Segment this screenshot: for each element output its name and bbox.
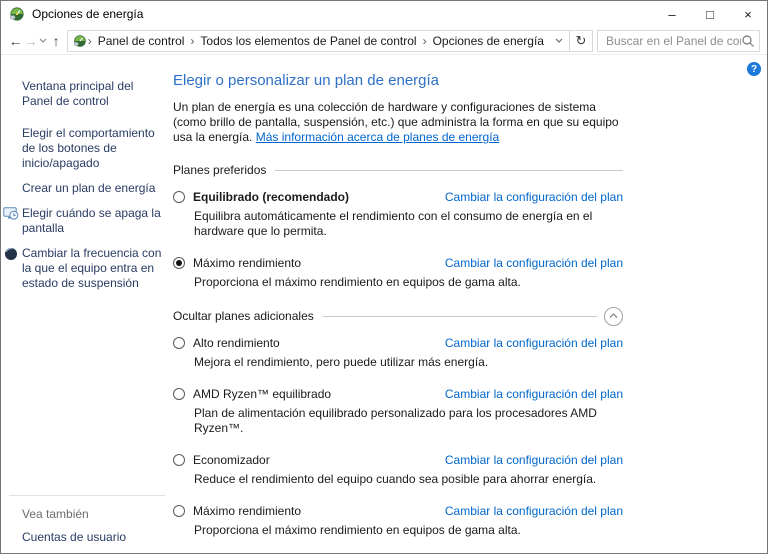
forward-button[interactable]: → xyxy=(23,32,38,49)
power-options-app-icon xyxy=(9,6,25,22)
back-button[interactable]: ← xyxy=(8,32,23,49)
sidebar-item-label: Cambiar la frecuencia con la que el equipo entra en estado de suspensión xyxy=(22,246,162,290)
sidebar-item-create-power-plan[interactable]: Crear un plan de energía xyxy=(22,181,156,195)
breadcrumb-item-control-panel[interactable]: Panel de control xyxy=(97,33,185,48)
minimize-button[interactable]: – xyxy=(668,6,676,22)
task-sidebar xyxy=(1,55,173,554)
close-button[interactable]: × xyxy=(744,6,752,22)
help-icon[interactable]: ? xyxy=(747,62,761,76)
sleep-sphere-icon xyxy=(3,246,19,262)
chevron-up-icon xyxy=(609,313,618,319)
breadcrumb-separator: › xyxy=(422,33,427,48)
plan-name[interactable]: Equilibrado (recomendado) xyxy=(193,190,350,204)
collapse-additional-plans-button[interactable] xyxy=(604,307,623,326)
breadcrumb-separator: › xyxy=(190,33,195,48)
search-input[interactable] xyxy=(606,34,741,48)
see-also-section xyxy=(9,495,165,544)
title-bar xyxy=(1,1,767,27)
change-plan-settings-link[interactable]: Cambiar la configuración del plan xyxy=(444,387,623,401)
refresh-icon[interactable]: ↻ xyxy=(569,31,592,51)
address-bar-app-icon xyxy=(73,34,87,48)
plan-item-economizador xyxy=(173,452,623,487)
plan-name[interactable]: AMD Ryzen™ equilibrado xyxy=(193,387,332,401)
up-button[interactable]: ↑ xyxy=(52,32,60,49)
change-plan-settings-link[interactable]: Cambiar la configuración del plan xyxy=(444,504,623,518)
breadcrumb-item-power-options[interactable]: Opciones de energía xyxy=(432,33,544,48)
intro-text: Un plan de energía es una colección de hardware y configuraciones de sistema (como brillo de pantalla, suspensión, etc.) que administra la forma en que su equipo usa la energía. xyxy=(173,100,619,144)
address-dropdown-icon[interactable] xyxy=(549,38,569,43)
plan-item-equilibrado xyxy=(173,189,623,239)
address-bar[interactable] xyxy=(67,30,593,52)
change-plan-settings-link[interactable]: Cambiar la configuración del plan xyxy=(444,190,623,204)
see-also-header: Vea también xyxy=(22,507,89,521)
maximize-button[interactable]: □ xyxy=(706,6,714,22)
plan-name[interactable]: Alto rendimiento xyxy=(193,336,280,350)
section-header-additional-plans xyxy=(173,306,623,326)
plan-description: Reduce el rendimiento del equipo cuando sea posible para ahorrar energía. xyxy=(194,472,597,486)
plan-item-alto-rendimiento xyxy=(173,335,623,370)
plan-name[interactable]: Economizador xyxy=(193,453,270,467)
search-box[interactable] xyxy=(597,30,760,52)
recent-pages-dropdown-icon[interactable] xyxy=(38,38,48,43)
sidebar-link-user-accounts[interactable]: Cuentas de usuario xyxy=(22,530,127,544)
breadcrumb-item-all-items[interactable]: Todos los elementos de Panel de control xyxy=(200,33,417,48)
plan-description: Mejora el rendimiento, pero puede utilizar más energía. xyxy=(194,355,489,369)
window-title: Opciones de energía xyxy=(32,7,144,21)
search-icon[interactable] xyxy=(741,34,755,48)
breadcrumb-separator: › xyxy=(87,33,92,48)
page-title: Elegir o personalizar un plan de energía xyxy=(173,72,440,89)
sidebar-item-choose-display-off[interactable] xyxy=(22,206,165,236)
plan-description: Proporciona el máximo rendimiento en equipos de gama alta. xyxy=(194,523,521,537)
plan-description: Equilibra automáticamente el rendimiento con el consumo de energía en el hardware que lo permita. xyxy=(194,209,593,238)
change-plan-settings-link[interactable]: Cambiar la configuración del plan xyxy=(444,453,623,467)
plan-description: Plan de alimentación equilibrado personalizado para los procesadores AMD Ryzen™. xyxy=(194,406,597,435)
radio-equilibrado[interactable] xyxy=(173,191,185,203)
content-area xyxy=(1,55,767,554)
plan-item-maximo-rendimiento xyxy=(173,255,623,290)
main-panel xyxy=(173,55,623,554)
radio-maximo-rendimiento-selected[interactable] xyxy=(173,257,185,269)
plan-item-amd-ryzen xyxy=(173,386,623,436)
sidebar-item-control-panel-home[interactable]: Ventana principal del Panel de control xyxy=(22,79,134,108)
learn-more-link[interactable]: Más información acerca de planes de energía xyxy=(255,130,500,144)
plan-item-maximo-rendimiento-2 xyxy=(173,503,623,538)
radio-amd-ryzen[interactable] xyxy=(173,388,185,400)
section-label: Planes preferidos xyxy=(173,163,267,177)
radio-alto-rendimiento[interactable] xyxy=(173,337,185,349)
radio-economizador[interactable] xyxy=(173,454,185,466)
plan-description: Proporciona el máximo rendimiento en equipos de gama alta. xyxy=(194,275,521,289)
sidebar-item-change-sleep-time[interactable] xyxy=(22,246,165,291)
section-divider xyxy=(275,170,623,171)
plan-name[interactable]: Máximo rendimiento xyxy=(193,256,302,270)
radio-maximo-rendimiento-2[interactable] xyxy=(173,505,185,517)
sidebar-item-label: Elegir cuándo se apaga la pantalla xyxy=(22,206,161,235)
navigation-toolbar xyxy=(1,27,767,55)
section-header-preferred-plans xyxy=(173,160,623,180)
section-label: Ocultar planes adicionales xyxy=(173,309,314,323)
change-plan-settings-link[interactable]: Cambiar la configuración del plan xyxy=(444,256,623,270)
section-divider xyxy=(323,316,597,317)
change-plan-settings-link[interactable]: Cambiar la configuración del plan xyxy=(444,336,623,350)
sidebar-item-power-buttons-behavior[interactable]: Elegir el comportamiento de los botones de inicio/apagado xyxy=(22,126,155,170)
display-clock-icon xyxy=(3,206,19,222)
plan-name[interactable]: Máximo rendimiento xyxy=(193,504,302,518)
intro-paragraph xyxy=(173,100,623,145)
